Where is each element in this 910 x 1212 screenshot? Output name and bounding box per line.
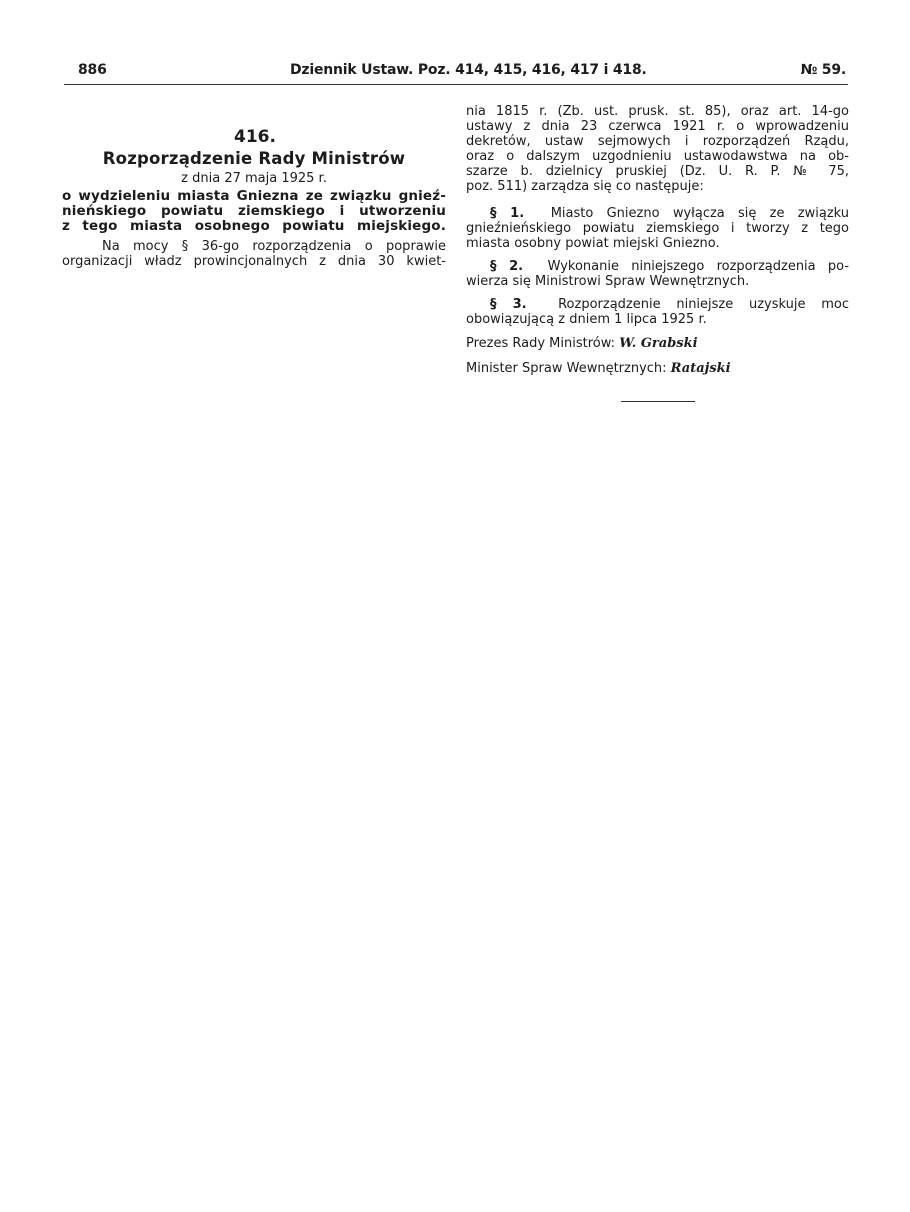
section-2-text: Wykonanie niniejszego rozporządzenia po- bbox=[547, 259, 850, 274]
preamble-line: dekretów, ustaw sejmowych i rozporządzeń Rządu, bbox=[466, 134, 849, 149]
section-3 bbox=[466, 297, 849, 327]
preamble-line: organizacji władz prowincjonalnych z dnia 30 kwiet- bbox=[62, 254, 446, 269]
preamble-continued bbox=[466, 104, 849, 194]
header-rule bbox=[64, 84, 848, 85]
section-1-mark: § 1. bbox=[490, 206, 525, 221]
end-rule bbox=[621, 401, 695, 402]
article-number: 416. bbox=[234, 127, 276, 147]
right-column bbox=[466, 104, 849, 376]
section-2-mark: § 2. bbox=[490, 259, 524, 274]
preamble-line: ustawy z dnia 23 czerwca 1921 r. o wprowadzeniu bbox=[466, 119, 849, 134]
section-2 bbox=[466, 259, 849, 289]
journal-title: Dziennik Ustaw. Poz. 414, 415, 416, 417 i 418. bbox=[290, 62, 647, 78]
article-date: z dnia 27 maja 1925 r. bbox=[181, 171, 327, 186]
left-column bbox=[62, 127, 446, 269]
section-3-text: Rozporządzenie niniejsze uzyskuje moc bbox=[558, 297, 849, 312]
subject-line: nieńskiego powiatu ziemskiego i utworzeniu bbox=[62, 203, 446, 219]
page-number: 886 bbox=[78, 62, 107, 78]
preamble-line: Na mocy § 36-go rozporządzenia o poprawie bbox=[102, 239, 446, 254]
section-2-text: wierza się Ministrowi Spraw Wewnętrznych. bbox=[466, 274, 750, 289]
article-title: Rozporządzenie Rady Ministrów bbox=[102, 149, 406, 168]
preamble-line: nia 1815 r. (Zb. ust. prusk. st. 85), oraz art. 14-go bbox=[466, 104, 849, 119]
signature-2 bbox=[466, 361, 849, 376]
section-1-text: miasta osobny powiat miejski Gniezno. bbox=[466, 236, 720, 251]
signature-name: Ratajski bbox=[670, 361, 731, 376]
section-3-first-line bbox=[466, 297, 849, 312]
section-1-first-line bbox=[466, 206, 849, 221]
section-1 bbox=[466, 206, 849, 251]
preamble-line: szarze b. dzielnicy pruskiej (Dz. U. R. P. № 75, bbox=[466, 164, 849, 179]
section-3-mark: § 3. bbox=[490, 297, 527, 312]
preamble-line: oraz o dalszym uzgodnieniu ustawodawstwa na ob- bbox=[466, 149, 849, 164]
subject-line: o wydzieleniu miasta Gniezna ze związku gnieź- bbox=[62, 188, 446, 204]
preamble-line: poz. 511) zarządza się co następuje: bbox=[466, 179, 704, 194]
issue-number: № 59. bbox=[800, 62, 846, 78]
signature-role: Prezes Rady Ministrów: bbox=[466, 336, 616, 351]
section-2-first-line bbox=[466, 259, 849, 274]
section-3-text: obowiązującą z dniem 1 lipca 1925 r. bbox=[466, 312, 707, 327]
signature-name: W. Grabski bbox=[619, 336, 698, 351]
article-subject bbox=[62, 189, 446, 234]
signature-1 bbox=[466, 336, 849, 351]
page-header bbox=[78, 62, 846, 82]
section-1-text: gnieźnieńskiego powiatu ziemskiego i tworzy z tego bbox=[466, 221, 849, 236]
subject-line: z tego miasta osobnego powiatu miejskiego. bbox=[62, 218, 446, 234]
signature-role: Minister Spraw Wewnętrznych: bbox=[466, 361, 667, 376]
section-1-text: Miasto Gniezno wyłącza się ze związku bbox=[550, 206, 850, 221]
preamble-start bbox=[62, 239, 446, 269]
